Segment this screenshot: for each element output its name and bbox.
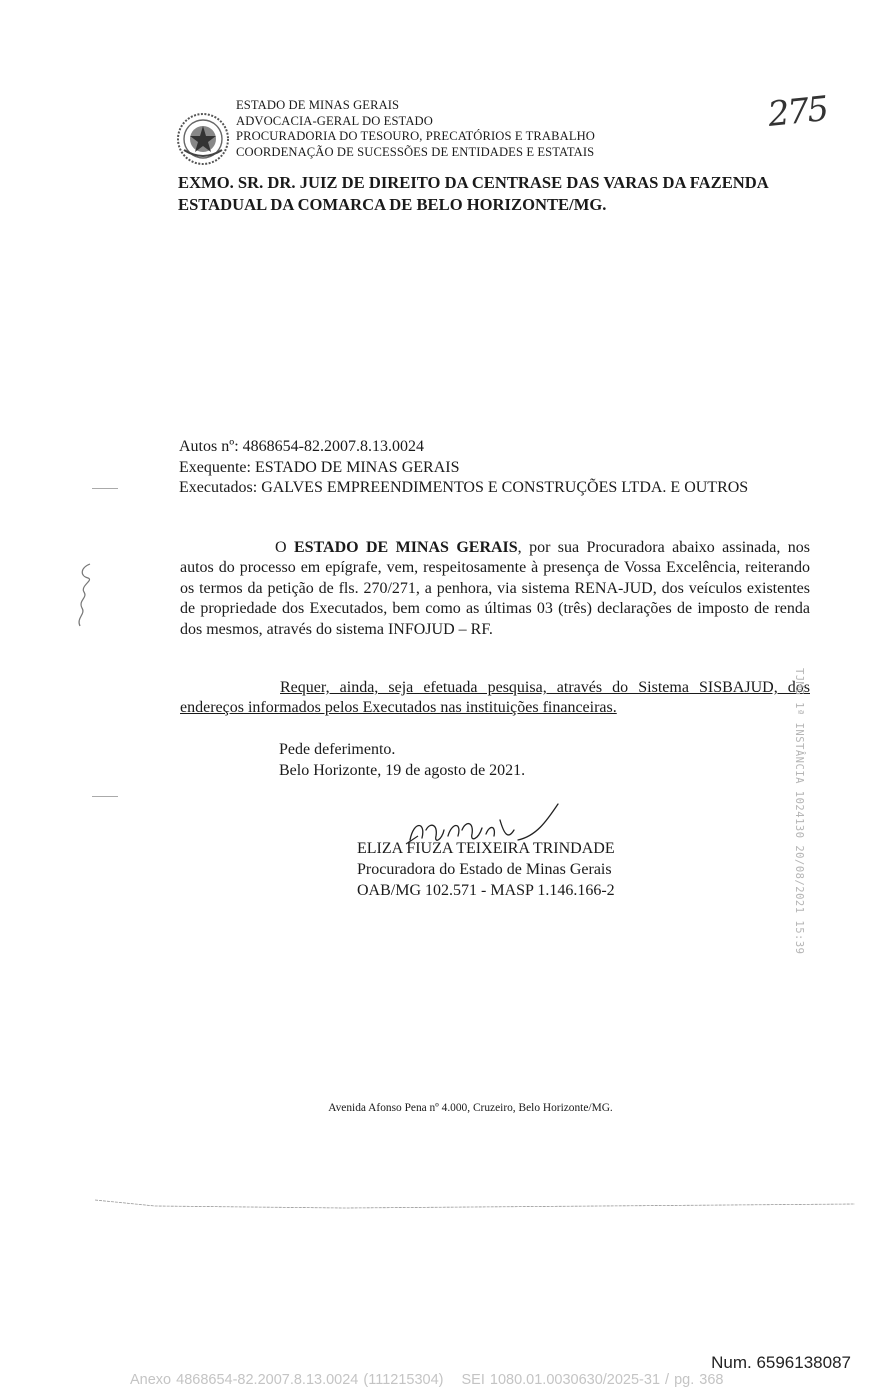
closing-request: Pede deferimento. (279, 741, 396, 758)
signer-title: Procuradora do Estado de Minas Gerais (357, 861, 612, 878)
closing-block (279, 739, 525, 781)
agency-line: ADVOCACIA-GERAL DO ESTADO (236, 113, 433, 128)
agency-line: ESTADO DE MINAS GERAIS (236, 98, 400, 112)
document-number: Num. 6596138087 (711, 1353, 851, 1372)
state-seal-icon (176, 112, 230, 166)
plaintiff: Exequente: ESTADO DE MINAS GERAIS (179, 458, 460, 476)
agency-line: COORDENAÇÃO DE SUCESSÕES DE ENTIDADES E ESTATAIS (236, 144, 595, 159)
agency-header (236, 98, 595, 160)
petition-paragraph-2 (180, 678, 810, 719)
case-number: Autos nº: 4868654-82.2007.8.13.0024 (179, 438, 424, 455)
defendants: Executados: GALVES EMPREENDIMENTOS E CONSTRUÇÕES LTDA. E OUTROS (179, 479, 749, 496)
p2-text: Requer, ainda, seja efetuada pesquisa, através do Sistema SISBAJUD, dos endereços informados pelos Executados nas instituições financeiras. (180, 679, 810, 717)
margin-scribble-icon (70, 560, 100, 630)
case-info (179, 437, 748, 499)
p1-text: , por sua Procuradora abaixo assinada, nos autos do processo em epígrafe, vem, respeitosamente à presença de Vossa Excelência, reiterando os termos da petição de fls. 270/271, a penhora, via sistema RENA-JUD, dos veículos existentes de propriedade dos Executados, bem como as últimas 03 (três) declarações de imposto de renda dos mesmos, através do sistema INFOJUD – RF. (180, 539, 810, 638)
margin-mark (92, 796, 118, 797)
place-date: Belo Horizonte, 19 de agosto de 2021. (279, 762, 526, 779)
sei-reference: SEI 1080.01.0030630/2025-31 / pg. 368 (461, 1372, 724, 1388)
page-fold-line (95, 1198, 855, 1210)
margin-mark (92, 488, 118, 489)
annex-reference: Anexo 4868654-82.2007.8.13.0024 (111215304) (130, 1372, 444, 1388)
footer-reference (130, 1372, 723, 1388)
addressee-heading: EXMO. SR. DR. JUIZ DE DIREITO DA CENTRASE DAS VARAS DA FAZENDA ESTADUAL DA COMARCA DE BELO HORIZONTE/MG. (178, 173, 768, 214)
petition-paragraph-1 (180, 538, 810, 640)
p1-bold-entity: ESTADO DE MINAS GERAIS (293, 539, 518, 556)
footer-address: Avenida Afonso Pena nº 4.000, Cruzeiro, Belo Horizonte/MG. (328, 1102, 613, 1114)
signer-name: ELIZA FIUZA TEIXEIRA TRINDADE (357, 840, 615, 857)
handwritten-page-number: 275 (766, 89, 829, 135)
signer-block (357, 838, 615, 901)
agency-line: PROCURADORIA DO TESOURO, PRECATÓRIOS E TRABALHO (236, 129, 596, 143)
scan-stamp: TJMG 1ª INSTÂNCIA 1024130 20/08/2021 15:39 (793, 668, 805, 955)
p1-lead: O (275, 539, 294, 556)
signer-registration: OAB/MG 102.571 - MASP 1.146.166-2 (357, 882, 615, 899)
